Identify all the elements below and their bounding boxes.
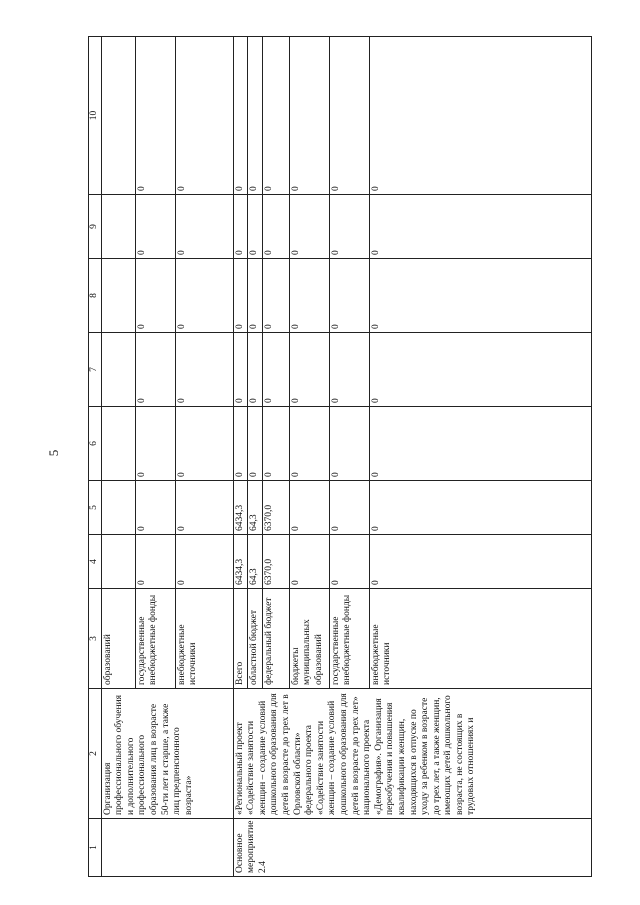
funding-source-cell: образований	[101, 589, 135, 689]
value-cell: 0	[233, 333, 248, 407]
value-cell: 0	[262, 333, 289, 407]
value-cell: 0	[233, 259, 248, 333]
header-cell: 8	[89, 259, 102, 333]
value-cell	[101, 407, 135, 481]
header-cell: 2	[89, 689, 102, 819]
value-cell: 0	[289, 259, 329, 333]
value-cell	[101, 259, 135, 333]
value-cell: 0	[175, 37, 233, 195]
value-cell	[101, 333, 135, 407]
value-cell: 0	[135, 195, 175, 259]
value-cell: 6434,3	[233, 535, 248, 589]
value-cell: 6434,3	[233, 481, 248, 535]
header-cell: 1	[89, 819, 102, 877]
value-cell: 0	[233, 37, 248, 195]
value-cell: 0	[262, 195, 289, 259]
value-cell: 0	[135, 37, 175, 195]
value-cell: 0	[262, 37, 289, 195]
value-cell: 0	[135, 259, 175, 333]
value-cell: 6370,0	[262, 481, 289, 535]
value-cell: 0	[248, 195, 263, 259]
value-cell: 0	[135, 481, 175, 535]
value-cell: 0	[329, 333, 369, 407]
value-cell: 0	[248, 259, 263, 333]
value-cell: 0	[289, 37, 329, 195]
funding-source-cell: внебюджетные источники	[175, 589, 233, 689]
value-cell: 0	[289, 195, 329, 259]
value-cell: 64,3	[248, 481, 263, 535]
header-cell: 3	[89, 589, 102, 689]
value-cell: 0	[175, 407, 233, 481]
value-cell: 0	[135, 333, 175, 407]
value-cell: 0	[369, 259, 591, 333]
header-cell: 7	[89, 333, 102, 407]
funding-source-cell: Всего	[233, 589, 248, 689]
value-cell	[101, 195, 135, 259]
value-cell: 0	[329, 535, 369, 589]
value-cell: 0	[369, 195, 591, 259]
value-cell: 0	[233, 407, 248, 481]
value-cell: 0	[369, 333, 591, 407]
value-cell: 0	[289, 407, 329, 481]
value-cell: 0	[262, 259, 289, 333]
header-cell: 10	[89, 37, 102, 195]
value-cell: 0	[329, 407, 369, 481]
header-cell: 9	[89, 195, 102, 259]
header-cell: 5	[89, 481, 102, 535]
header-cell: 4	[89, 535, 102, 589]
value-cell	[101, 37, 135, 195]
value-cell: 0	[175, 259, 233, 333]
page-number: 5	[46, 449, 61, 457]
table-row	[233, 37, 248, 877]
header-cell: 6	[89, 407, 102, 481]
value-cell: 0	[262, 407, 289, 481]
value-cell: 0	[369, 37, 591, 195]
value-cell	[101, 481, 135, 535]
measure-name-cell: «Региональный проект «Содействие занятости женщин – создание условий дошкольного образования для детей в возрасте до трех лет в Орловской области» федерального проекта «Содействие занятости женщин – создание условий дошкольного образования для детей в возрасте до трех лет» национального проекта «Демография». Организация переобучения и повышения квалификации женщин, находящихся в отпуске по уходу за ребенком в возрасте до трех лет, а также женщин, имеющих детей дошкольного возраста, не состоящих в трудовых отношениях и	[233, 689, 591, 819]
value-cell: 0	[289, 333, 329, 407]
value-cell: 0	[329, 259, 369, 333]
table-row	[101, 37, 135, 877]
funding-source-cell: внебюджетные источники	[369, 589, 591, 689]
value-cell: 0	[289, 481, 329, 535]
measure-name-cell: Организация профессионального обучения и дополнительного профессионального образования лиц в возрасте 50-ти лет и старше, а также лиц предпенсионного возраста»	[101, 689, 233, 819]
value-cell: 0	[135, 535, 175, 589]
value-cell: 0	[369, 481, 591, 535]
value-cell: 6370,0	[262, 535, 289, 589]
value-cell: 0	[248, 37, 263, 195]
value-cell: 0	[329, 37, 369, 195]
value-cell: 0	[248, 333, 263, 407]
value-cell: 0	[248, 407, 263, 481]
value-cell: 0	[329, 481, 369, 535]
funding-source-cell: государственные внебюджетные фонды	[135, 589, 175, 689]
value-cell: 0	[289, 535, 329, 589]
value-cell: 0	[369, 407, 591, 481]
measure-code-cell: Основное мероприятие 2.4	[233, 819, 591, 877]
value-cell: 64,3	[248, 535, 263, 589]
value-cell	[101, 535, 135, 589]
funding-source-cell: государственные внебюджетные фонды	[329, 589, 369, 689]
funding-source-cell: областной бюджет	[248, 589, 263, 689]
budget-table	[88, 36, 592, 877]
value-cell: 0	[233, 195, 248, 259]
value-cell: 0	[175, 333, 233, 407]
value-cell: 0	[175, 535, 233, 589]
value-cell: 0	[135, 407, 175, 481]
value-cell: 0	[329, 195, 369, 259]
measure-code-cell	[101, 819, 233, 877]
value-cell: 0	[175, 481, 233, 535]
funding-source-cell: федеральный бюджет	[262, 589, 289, 689]
value-cell: 0	[369, 535, 591, 589]
value-cell: 0	[175, 195, 233, 259]
funding-source-cell: бюджеты муниципальных образований	[289, 589, 329, 689]
header-row	[89, 37, 102, 877]
rotated-table-container	[88, 37, 583, 877]
